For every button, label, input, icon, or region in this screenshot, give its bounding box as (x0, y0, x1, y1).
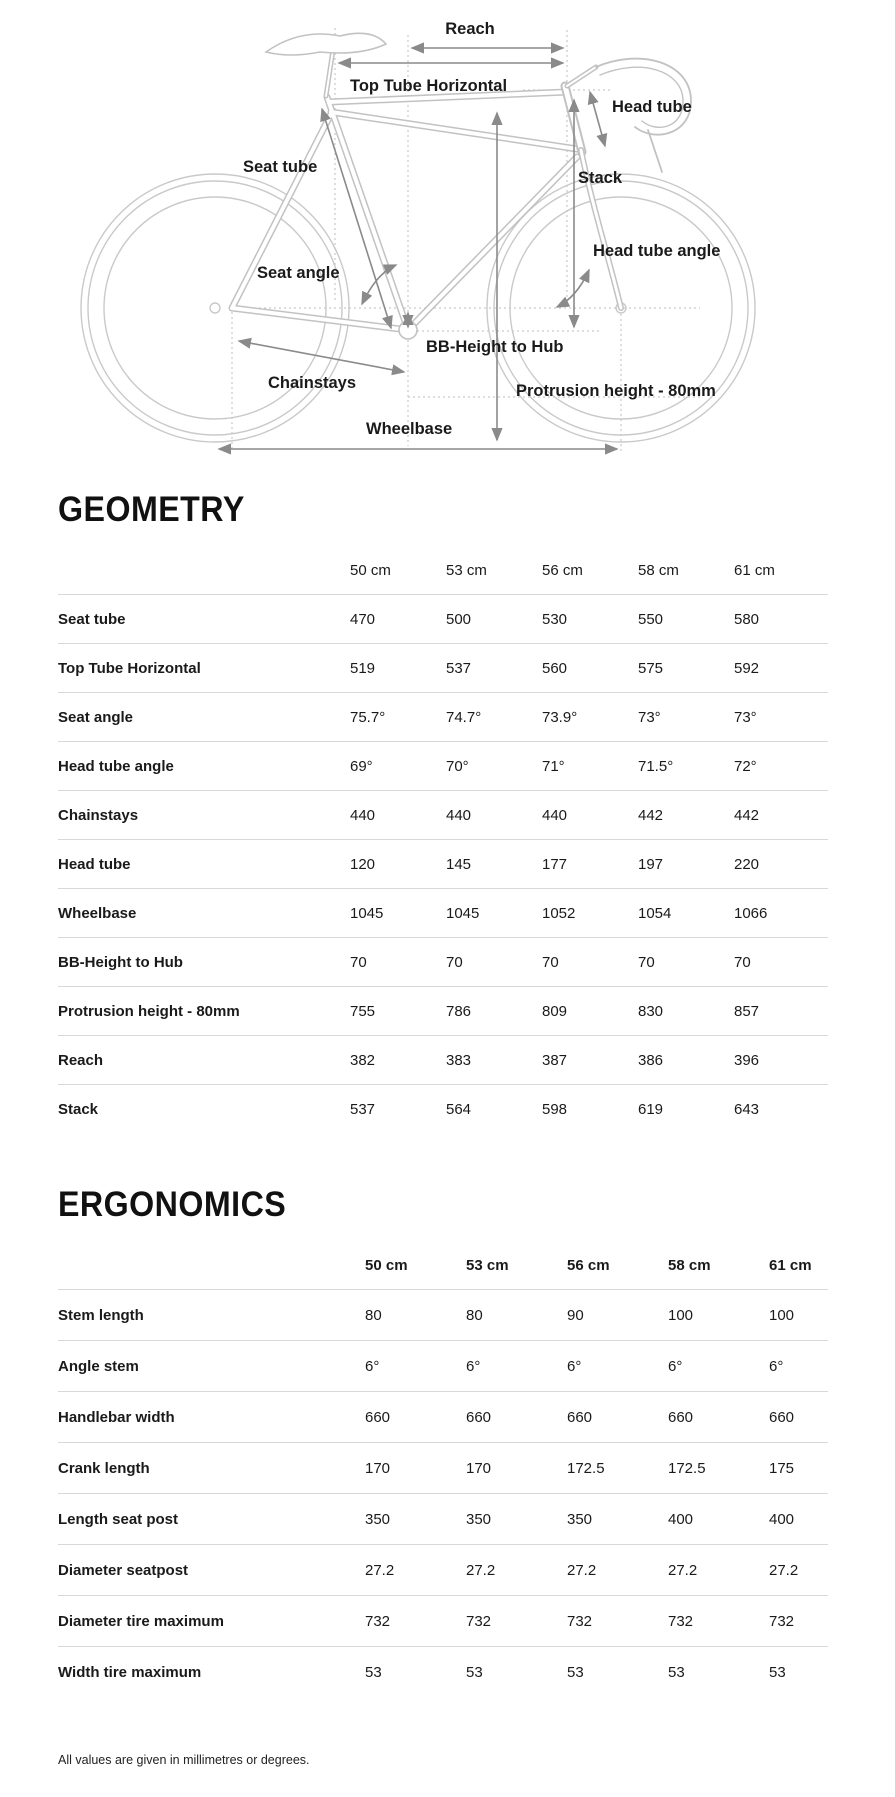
cell-value: 71.5° (638, 757, 674, 775)
cell-value: 53 (567, 1663, 584, 1681)
cell-value: 27.2 (668, 1561, 698, 1579)
cell-value: 350 (466, 1510, 492, 1528)
cell-value: 592 (734, 659, 760, 677)
row-label: Handlebar width (58, 1408, 175, 1426)
cell-value: 53 (668, 1663, 685, 1681)
geometry-table (58, 562, 828, 1133)
cell-value: 220 (734, 855, 760, 873)
row-label: Head tube angle (58, 757, 174, 775)
cell-value: 575 (638, 659, 664, 677)
cell-value: 830 (638, 1002, 664, 1020)
diagram-label-top-tube: Top Tube Horizontal (350, 77, 508, 95)
row-label: Stack (58, 1100, 99, 1118)
diagram-label-protrusion: Protrusion height - 80mm (516, 382, 716, 400)
cell-value: 383 (446, 1051, 472, 1069)
cell-value: 27.2 (769, 1561, 799, 1579)
column-header-61cm: 61 cm (769, 1257, 812, 1274)
cell-value: 53 (466, 1663, 483, 1681)
row-label: Seat angle (58, 708, 134, 726)
row-label: Angle stem (58, 1357, 139, 1375)
column-header-58cm: 58 cm (638, 562, 679, 579)
row-label-spacer (58, 562, 350, 579)
row-label: Diameter tire maximum (58, 1612, 224, 1630)
cell-value: 386 (638, 1051, 664, 1069)
cell-value: 1045 (446, 904, 480, 922)
diagram-label-stack: Stack (578, 169, 623, 187)
row-label-spacer (58, 1257, 365, 1274)
cell-value: 72° (734, 757, 757, 775)
table-row-head-tube-angle (58, 741, 828, 790)
geometry-table-header (58, 562, 828, 594)
cell-value: 6° (567, 1357, 582, 1375)
cell-value: 70 (734, 953, 751, 971)
cell-value: 786 (446, 1002, 472, 1020)
cell-value: 74.7° (446, 708, 482, 726)
cell-value: 1045 (350, 904, 384, 922)
column-header-50cm: 50 cm (350, 562, 391, 579)
row-label: Top Tube Horizontal (58, 659, 201, 677)
column-header-58cm: 58 cm (668, 1257, 711, 1274)
cell-value: 619 (638, 1100, 664, 1118)
row-label: Length seat post (58, 1510, 179, 1528)
ergonomics-table-header (58, 1257, 828, 1289)
cell-value: 350 (365, 1510, 391, 1528)
cell-value: 27.2 (365, 1561, 395, 1579)
cell-value: 70 (638, 953, 655, 971)
row-label: Chainstays (58, 806, 139, 824)
cell-value: 809 (542, 1002, 568, 1020)
cell-value: 53 (365, 1663, 382, 1681)
row-label: Stem length (58, 1306, 144, 1324)
cell-value: 440 (350, 806, 376, 824)
table-row-handlebar-width (58, 1391, 828, 1442)
cell-value: 27.2 (567, 1561, 597, 1579)
cell-value: 387 (542, 1051, 568, 1069)
cell-value: 732 (567, 1612, 593, 1630)
cell-value: 660 (466, 1408, 492, 1426)
row-label: Head tube (58, 855, 131, 873)
table-row-protrusion-height (58, 986, 828, 1035)
table-row-head-tube (58, 839, 828, 888)
cell-value: 120 (350, 855, 376, 873)
cell-value: 564 (446, 1100, 472, 1118)
cell-value: 537 (350, 1100, 376, 1118)
cell-value: 145 (446, 855, 472, 873)
cell-value: 90 (567, 1306, 584, 1324)
row-label: Width tire maximum (58, 1663, 202, 1681)
cell-value: 660 (567, 1408, 593, 1426)
cell-value: 172.5 (567, 1459, 605, 1477)
column-header-50cm: 50 cm (365, 1257, 408, 1274)
cell-value: 560 (542, 659, 568, 677)
table-row-seat-tube (58, 594, 828, 643)
cell-value: 580 (734, 610, 760, 628)
cell-value: 1054 (638, 904, 672, 922)
cell-value: 857 (734, 1002, 760, 1020)
cell-value: 73° (638, 708, 661, 726)
cell-value: 400 (668, 1510, 694, 1528)
column-header-56cm: 56 cm (567, 1257, 610, 1274)
cell-value: 382 (350, 1051, 376, 1069)
column-header-53cm: 53 cm (446, 562, 487, 579)
cell-value: 732 (668, 1612, 694, 1630)
cell-value: 660 (365, 1408, 391, 1426)
saddle (266, 33, 386, 55)
cell-value: 442 (734, 806, 760, 824)
diagram-label-head-tube-angle: Head tube angle (593, 242, 721, 260)
table-row-wheelbase (58, 888, 828, 937)
table-row-crank-length (58, 1442, 828, 1493)
diagram-label-seat-angle: Seat angle (257, 264, 340, 282)
cell-value: 350 (567, 1510, 593, 1528)
row-label: Wheelbase (58, 904, 137, 922)
cell-value: 519 (350, 659, 376, 677)
cell-value: 70 (446, 953, 463, 971)
table-row-width-tire-maximum (58, 1646, 828, 1697)
cell-value: 6° (365, 1357, 380, 1375)
bike-geometry-diagram (0, 0, 895, 462)
ergonomics-section-title: ERGONOMICS (58, 1185, 287, 1224)
cell-value: 1052 (542, 904, 576, 922)
table-row-chainstays (58, 790, 828, 839)
cell-value: 70 (350, 953, 367, 971)
cell-value: 396 (734, 1051, 760, 1069)
cell-value: 172.5 (668, 1459, 706, 1477)
rear-wheel (81, 174, 349, 442)
cell-value: 73° (734, 708, 757, 726)
cell-value: 70 (542, 953, 559, 971)
row-label: BB-Height to Hub (58, 953, 183, 971)
table-row-stack (58, 1084, 828, 1133)
cell-value: 598 (542, 1100, 568, 1118)
table-row-top-tube (58, 643, 828, 692)
cell-value: 80 (466, 1306, 483, 1324)
cell-value: 660 (668, 1408, 694, 1426)
cell-value: 500 (446, 610, 472, 628)
cell-value: 732 (466, 1612, 492, 1630)
cell-value: 537 (446, 659, 472, 677)
diagram-label-bb-height: BB-Height to Hub (426, 338, 564, 356)
table-row-diameter-tire-maximum (58, 1595, 828, 1646)
table-row-seat-angle (58, 692, 828, 741)
row-label: Diameter seatpost (58, 1561, 189, 1579)
bike-diagram-svg (0, 0, 895, 462)
table-row-stem-length (58, 1289, 828, 1340)
row-label: Seat tube (58, 610, 126, 628)
cell-value: 643 (734, 1100, 760, 1118)
column-header-56cm: 56 cm (542, 562, 583, 579)
cell-value: 177 (542, 855, 568, 873)
ergonomics-table (58, 1257, 828, 1697)
row-label: Protrusion height - 80mm (58, 1002, 240, 1020)
diagram-label-seat-tube: Seat tube (243, 158, 318, 176)
cell-value: 73.9° (542, 708, 578, 726)
table-row-bb-height (58, 937, 828, 986)
units-note: All values are given in millimetres or degrees. (58, 1753, 310, 1767)
cell-value: 732 (365, 1612, 391, 1630)
cell-value: 197 (638, 855, 664, 873)
cell-value: 27.2 (466, 1561, 496, 1579)
cell-value: 755 (350, 1002, 376, 1020)
table-row-diameter-seatpost (58, 1544, 828, 1595)
cell-value: 400 (769, 1510, 795, 1528)
cell-value: 442 (638, 806, 664, 824)
cell-value: 6° (668, 1357, 683, 1375)
table-row-angle-stem (58, 1340, 828, 1391)
cell-value: 70° (446, 757, 469, 775)
geometry-section-title: GEOMETRY (58, 490, 245, 529)
cell-value: 71° (542, 757, 565, 775)
cell-value: 660 (769, 1408, 795, 1426)
table-row-length-seat-post (58, 1493, 828, 1544)
cell-value: 100 (769, 1306, 795, 1324)
cell-value: 170 (466, 1459, 492, 1477)
cell-value: 80 (365, 1306, 382, 1324)
cell-value: 175 (769, 1459, 795, 1477)
cell-value: 6° (466, 1357, 481, 1375)
cell-value: 440 (542, 806, 568, 824)
cell-value: 470 (350, 610, 376, 628)
cell-value: 550 (638, 610, 664, 628)
cell-value: 75.7° (350, 708, 386, 726)
cell-value: 6° (769, 1357, 784, 1375)
diagram-label-head-tube: Head tube (612, 98, 692, 116)
cell-value: 440 (446, 806, 472, 824)
cell-value: 1066 (734, 904, 768, 922)
cell-value: 732 (769, 1612, 795, 1630)
row-label: Reach (58, 1051, 104, 1069)
column-header-53cm: 53 cm (466, 1257, 509, 1274)
cell-value: 69° (350, 757, 373, 775)
cell-value: 53 (769, 1663, 786, 1681)
row-label: Crank length (58, 1459, 150, 1477)
table-row-reach (58, 1035, 828, 1084)
diagram-label-chainstays: Chainstays (268, 374, 357, 392)
cell-value: 170 (365, 1459, 391, 1477)
column-header-61cm: 61 cm (734, 562, 775, 579)
cell-value: 100 (668, 1306, 694, 1324)
diagram-label-wheelbase: Wheelbase (366, 420, 453, 438)
cell-value: 530 (542, 610, 568, 628)
diagram-label-reach: Reach (445, 20, 495, 38)
